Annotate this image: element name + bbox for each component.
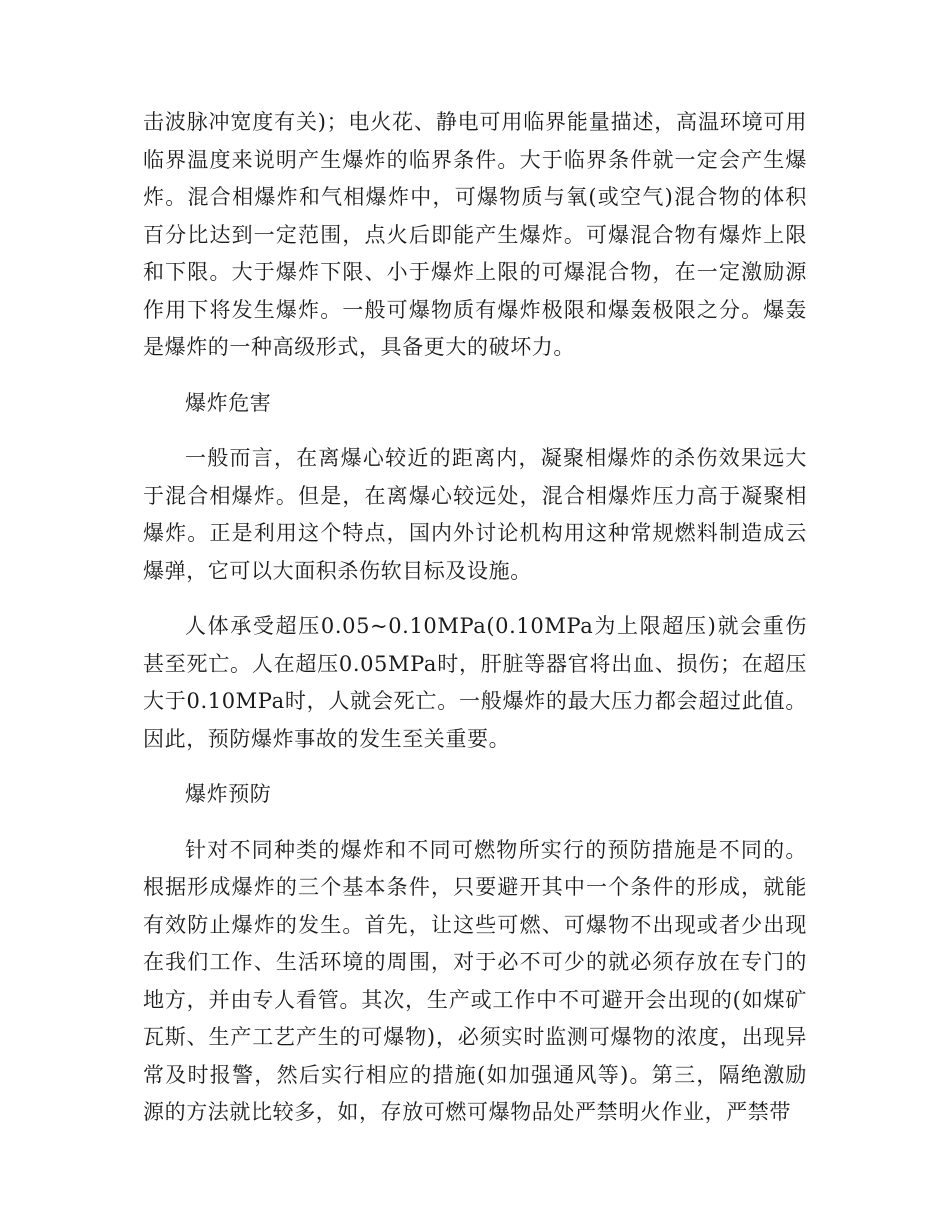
section-heading-explosion-hazards: 爆炸危害 — [185, 390, 272, 415]
section-heading-explosion-prevention: 爆炸预防 — [185, 782, 272, 806]
paragraph-continuation: 击波脉冲宽度有关)；电火花、静电可用临界能量描述，高温环境可用临界温度来说明产生爆炸的临界条件。大于临界条件就一定会产生爆炸。混合相爆炸和气相爆炸中，可爆物质与氧(或空气)混合物的体积百分比达到一定范围，点火后即能产生爆炸。可爆混合物有爆炸上限和下限。大于爆炸下限、小于爆炸上限的可爆混合物，在一定激励源作用下将发生爆炸。一般可爆物质有爆炸极限和爆轰极限之分。爆轰是爆炸的一种高级形式，具备更大的破坏力。 — [143, 110, 807, 359]
document-body — [143, 104, 807, 1150]
paragraph-hazards-1: 一般而言，在离爆心较近的距离内，凝聚相爆炸的杀伤效果远大于混合相爆炸。但是，在离爆心较远处，混合相爆炸压力高于凝聚相爆炸。正是利用这个特点，国内外讨论机构用这种常规燃料制造成云爆弹，它可以大面积杀伤软目标及设施。 — [143, 446, 807, 583]
paragraph-prevention-1: 针对不同种类的爆炸和不同可燃物所实行的预防措施是不同的。根据形成爆炸的三个基本条件，只要避开其中一个条件的形成，就能有效防止爆炸的发生。首先，让这些可燃、可爆物不出现或者少出现在我们工作、生活环境的周围，对于必不可少的就必须存放在专门的地方，并由专人看管。其次，生产或工作中不可避开会出现的(如煤矿瓦斯、生产工艺产生的可爆物)，必须实时监测可爆物的浓度，出现异常及时报警，然后实行相应的措施(如加强通风等)。第三，隔绝激励源的方法就比较多，如，存放可燃可爆物品处严禁明火作业，严禁带 — [143, 837, 807, 1124]
paragraph-hazards-2: 人体承受超压0.05~0.10MPa(0.10MPa为上限超压)就会重伤甚至死亡。人在超压0.05MPa时，肝脏等器官将出血、损伤；在超压大于0.10MPa时，人就会死亡。一般爆炸的最大压力都会超过此值。因此，预防爆炸事故的发生至关重要。 — [143, 614, 807, 751]
